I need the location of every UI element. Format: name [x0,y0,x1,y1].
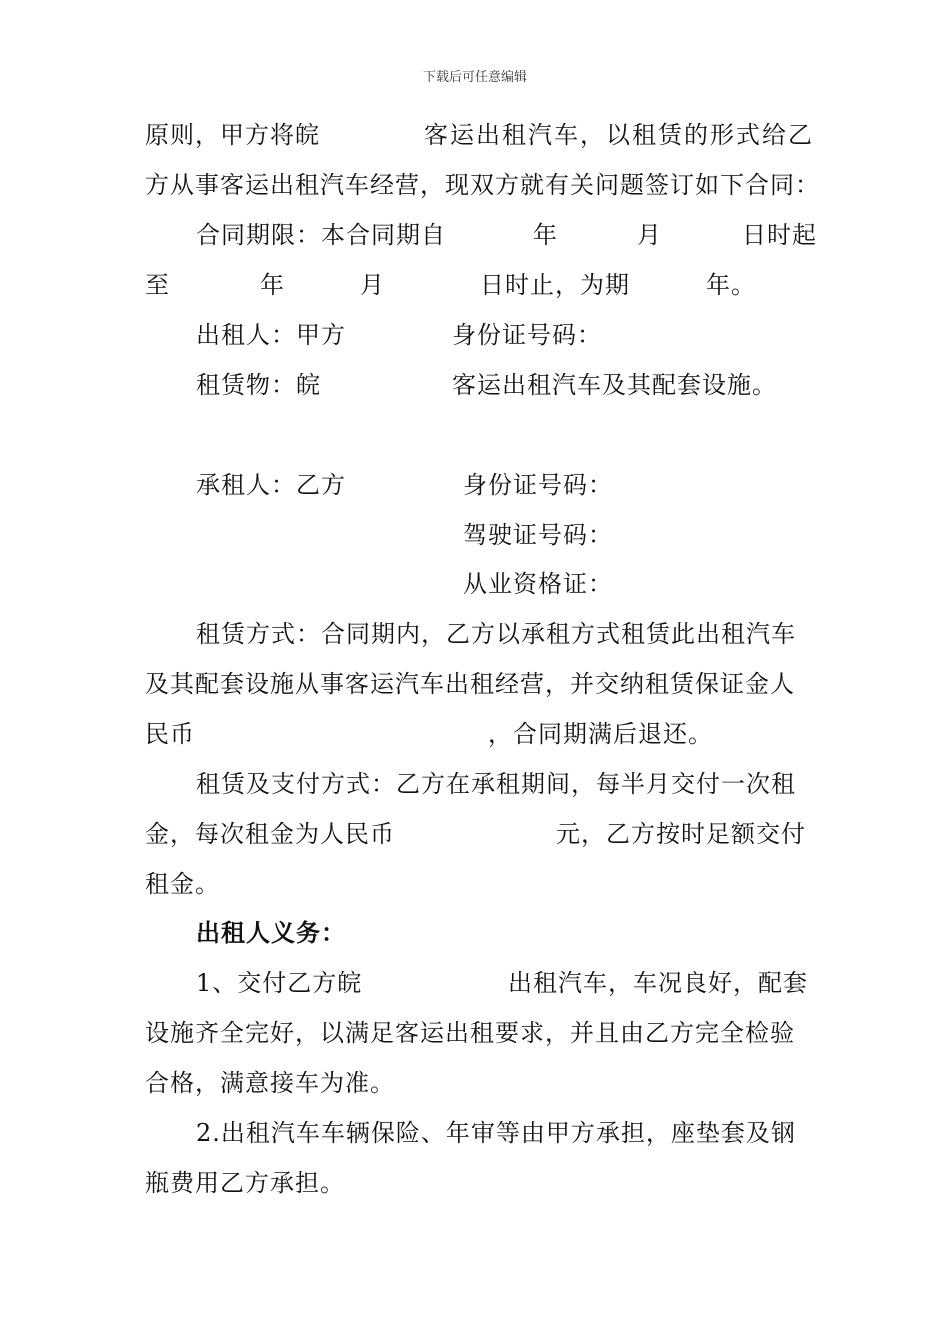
lessor-label: 出租人：甲方 [196,321,346,349]
duty-item1a: 1、交付乙方皖 [196,969,363,997]
term-year3: 年。 [706,271,756,299]
p1-line2: 方从事客运出租汽车经营，现双方就有关问题签订如下合同： [145,171,820,199]
mode-line3a: 民币 [145,720,195,748]
mode-line1: 租赁方式：合同期内，乙方以承租方式租赁此出租汽车 [196,620,796,648]
pay-line1: 租赁及支付方式：乙方在承租期间，每半月交付一次租 [196,770,796,798]
duty-item1d: 合格，满意接车为准。 [145,1069,395,1097]
term-to: 至 [145,271,170,299]
term-start: 合同期限：本合同期自 [196,221,446,249]
duty-item2a: 2.出租汽车车辆保险、年审等由甲方承担，座垫套及钢 [196,1119,796,1147]
object-desc: 客运出租汽车及其配套设施。 [452,371,777,399]
object-label: 租赁物：皖 [196,371,321,399]
pay-line3: 租金。 [145,870,220,898]
duty-item1b: 出租汽车，车况良好，配套 [508,969,808,997]
lessee-label: 承租人：乙方 [196,471,346,499]
term-day: 日时起 [742,221,817,249]
mode-line2: 及其配套设施从事客运汽车出租经营，并交纳租赁保证金人 [145,670,795,698]
pay-line2b: 元，乙方按时足额交付 [556,820,806,848]
duty-item1c: 设施齐全完好，以满足客运出租要求，并且由乙方完全检验 [145,1019,795,1047]
duty-title: 出租人义务： [196,918,346,947]
p1-line1a: 原则，甲方将皖 [145,121,320,149]
p1-line1b: 客运出租汽车，以租赁的形式给乙 [424,121,814,149]
term-month2: 月 [360,271,385,299]
lessee-license-label: 驾驶证号码： [463,521,613,549]
term-month: 月 [637,221,662,249]
duty-item2b: 瓶费用乙方承担。 [145,1169,345,1197]
lessee-qual-label: 从业资格证： [463,570,613,598]
pay-line2a: 金，每次租金为人民币 [145,820,395,848]
term-year2: 年 [260,271,285,299]
lessee-id-label: 身份证号码： [463,471,613,499]
term-year: 年 [533,221,558,249]
term-end: 日时止，为期 [480,271,630,299]
page-header: 下载后可任意编辑 [422,70,527,85]
mode-line3b: ，合同期满后退还。 [488,720,713,748]
lessor-id-label: 身份证号码： [452,321,602,349]
